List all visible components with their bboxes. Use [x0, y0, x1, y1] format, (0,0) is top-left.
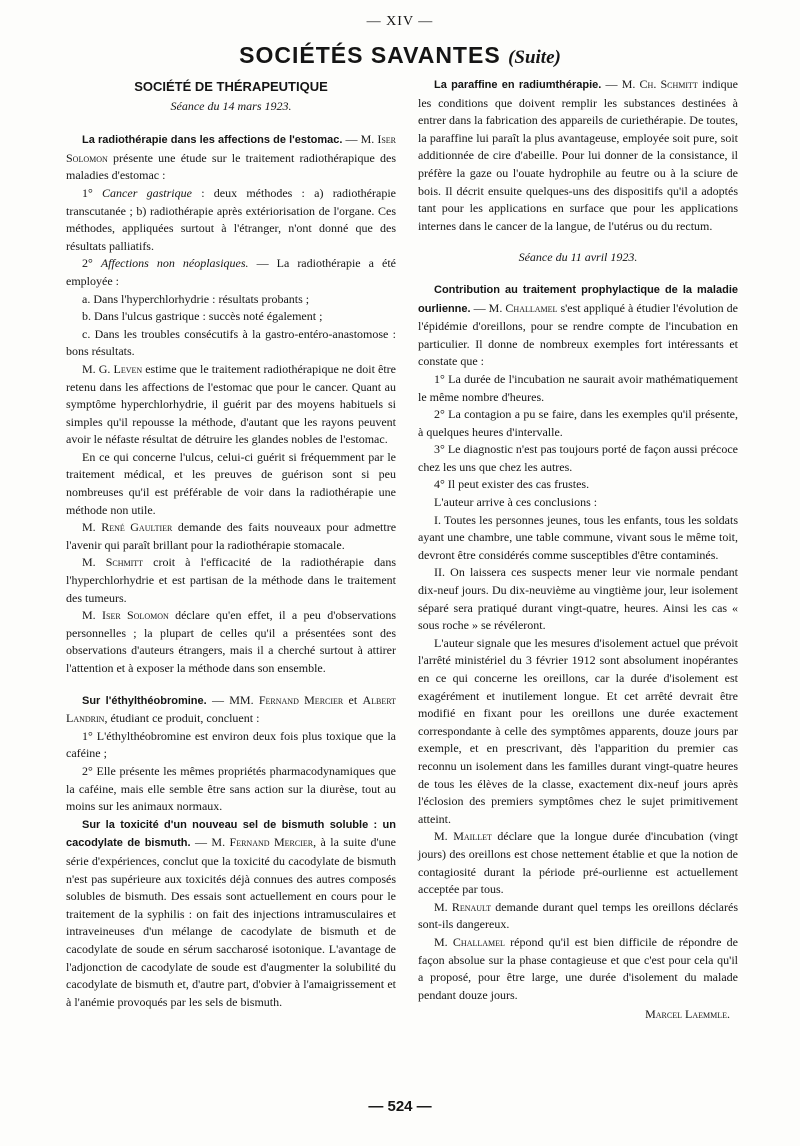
- paragraph: M. Iser Solomon déclare qu'en effet, il a peu d'observations personnelles ; la plupart de celles qu'il a présentées sont des observations d'auteurs étrangers, mais il a cherché surtout à attirer l'attention et à exposer la méthode dans son ensemble.: [66, 608, 397, 675]
- paragraph: 1° Cancer gastrique : deux méthodes : a) radiothérapie transcutanée ; b) radiothérapie après extériorisation de l'organe. Ces méthodes, appliquées surtout à l'étranger, n'ont donné que des résultats palliatifs.: [66, 185, 396, 253]
- author-name: Ch. Schmitt: [639, 77, 698, 91]
- paragraph: M. Challamel répond qu'il est bien difficile de répondre de façon absolue sur la phase contagieuse et que c'est pour cela qu'il a proposé, pour être large, une durée d'isolement du malade pendant douze jours.: [418, 934, 738, 1002]
- author-name: Maillet: [453, 829, 492, 844]
- author-name: Renault: [451, 899, 492, 914]
- author-name: Challamel: [505, 300, 558, 315]
- author-name: Iser Solomon: [102, 608, 169, 623]
- author-name: Fernand Mercier: [229, 835, 314, 850]
- paragraph: II. On laissera ces suspects mener leur vie normale pendant dix-neuf jours. Du dix-neuvième au vingtième jour, leur isolement séparé sera pratiqué durant vingt-quatre, heures. Ainsi les cas « sous roche » se révéleront.: [418, 565, 738, 633]
- right-column: [418, 76, 738, 1024]
- author-name: Iser Solomon: [66, 132, 397, 165]
- page-title: [0, 42, 800, 69]
- paragraph: I. Toutes les personnes jeunes, tous les enfants, tous les soldats ayant une chambre, une table commune, vivant sous le même toit, devront être considérés comme susceptibles d'être contaminés.: [418, 512, 738, 562]
- title-suffix: (Suite): [508, 47, 561, 68]
- article-heading: Sur la toxicité d'un nouveau sel de bismuth soluble : un cacodylate de bismuth.: [66, 818, 396, 850]
- page-number: — 524 —: [368, 1098, 432, 1115]
- paragraph: 1° L'éthylthéobromine est environ deux fois plus toxique que la caféine ;: [66, 728, 396, 761]
- paragraph: L'auteur signale que les mesures d'isolement actuel que prévoit l'arrêté ministériel du 3 février 1912 sont absolument inopérantes en ce qui concerne les oreillons, car la durée d'isolement est exagérément et inutilement longue. Et cet arrêté devrait être modifié en fixant pour les oreillons une durée exactement correspondante à celle des symptômes apparents, douze jours par exemple, et en prescrivant, dès l'apparition du premier cas reconnu un isolement dans les familles durant vingt-quatre heures de tous les élèves de la classe, exactement dix-neuf jours après l'éclosion des premiers symptômes chez le sujet primitivement atteint.: [418, 635, 738, 826]
- paragraph: Sur l'éthylthéobromine. — MM. Fernand Mercier et Albert Landrin, étudiant ce produit, concluent :: [66, 692, 397, 726]
- author-name: Challamel: [452, 934, 505, 949]
- author-name: Fernand Mercier: [258, 692, 344, 707]
- article-heading: La radiothérapie dans les affections de l'estomac.: [82, 134, 343, 147]
- paragraph: M. Renault demande durant quel temps les oreillons déclarés sont-ils dangereux.: [418, 899, 738, 932]
- seance-date: Séance du 14 mars 1923.: [170, 98, 292, 113]
- paragraph: Sur la toxicité d'un nouveau sel de bismuth soluble : un cacodylate de bismuth. — M. Fernand Mercier, à la suite d'une série d'expériences, conclut que la toxicité du cacodylate de bismuth n'est pas supérieure aux toxicités déjà connues des autres composés solubles de bismuth. Des essais sont actuellement en cours pour le traitement de la syphilis : on fait des injections intramusculaires et intraveineuses d'un mélange de cacodylate de bismuth et de cacodylate de soude en sérum saccharosé isotonique. L'avantage de l'adjonction de cacodylate de soude est d'augmenter la solubilité du cacodylate de bismuth et, d'autre part, d'obvier à l'amaigrissement et à l'anémie provoqués par les sels de bismuth.: [66, 818, 396, 1009]
- paragraph: Contribution au traitement prophylactique de la maladie ourlienne. — M. Challamel s'est appliqué à étudier l'évolution de l'épidémie d'oreillons, pour se rendre compte de l'incubation en particulier. Il donne de nombreux exemples fort intéressants et constate que :: [418, 283, 739, 369]
- paragraph: M. Maillet déclare que la longue durée d'incubation (vingt jours) des oreillons est chose nettement établie et que la notion de contagiosité durant la période pré-ourlienne est actuellement acceptée par tous.: [418, 829, 738, 897]
- paragraph: L'auteur arrive à ces conclusions :: [434, 495, 598, 510]
- title-text: SOCIÉTÉS SAVANTES: [239, 42, 501, 68]
- page-number-roman: — XIV —: [366, 14, 434, 29]
- paragraph: La radiothérapie dans les affections de l'estomac. — M. Iser Solomon présente une étude sur le traitement radiothérapique des maladies d'estomac :: [66, 132, 397, 183]
- society-heading: SOCIÉTÉ DE THÉRAPEUTIQUE: [134, 79, 328, 94]
- seance-date: Séance du 11 avril 1923.: [518, 250, 638, 265]
- paragraph: c. Dans les troubles consécutifs à la gastro-entéro-anastomose : bons résultats.: [66, 326, 396, 359]
- author-name: G. Leven: [98, 361, 143, 376]
- paragraph: 2° Elle présente les mêmes propriétés pharmacodynamiques que la caféine, mais elle semble être sans action sur la diurèse, tout au moins sur les animaux normaux.: [66, 763, 396, 814]
- author-name: René Gaultier: [101, 520, 173, 535]
- paragraph: M. G. Leven estime que le traitement radiothérapique ne doit être retenu dans les affections de l'estomac que pour le cancer. Quant au symptôme hyperchlorhydrie, il guérit par des moyens habituels si simples qu'il repousse la méthode, d'autant que les rayons peuvent avoir le néfaste résultat de détruire les glandes nobles de l'estomac.: [66, 361, 396, 447]
- paragraph: La paraffine en radiumthérapie. — M. Ch. Schmitt indique les conditions que doivent remplir les substances destinées à entrer dans la fabrication des appareils de curiethérapie. De toutes, la paraffine lui paraît la plus avantageuse, employée soit pure, soit additionnée de cire d'abeille. Pour lui donner de la consistance, il préfère la gaze ou l'ouate hydrophile au feutre ou à la sciure de bois. Il décrit ensuite quelques-uns des dispositifs qu'il a adoptés tant pour les applications en surface que pour les applications internes dans le cancer de la langue, de l'utérus ou du rectum.: [418, 77, 738, 233]
- article-heading: La paraffine en radiumthérapie.: [434, 79, 602, 91]
- signature: Marcel Laemmle.: [645, 1007, 730, 1022]
- paragraph: 2° La contagion a pu se faire, dans les exemples qu'il présente, à quelques heures d'intervalle.: [418, 407, 738, 439]
- paragraph: a. Dans l'hyperchlorhydrie : résultats probants ;: [82, 291, 310, 306]
- paragraph: 3° Le diagnostic n'est pas toujours porté de façon aussi précoce chez les uns que chez les autres.: [418, 442, 738, 474]
- paragraph: 4° Il peut exister des cas frustes.: [434, 477, 590, 492]
- author-name: Schmitt: [105, 555, 144, 570]
- article-heading: Sur l'éthylthéobromine.: [82, 694, 207, 707]
- author-name: Albert Landrin: [66, 692, 397, 726]
- paragraph: 2° Affections non néoplasiques. — La radiothérapie a été employée :: [66, 256, 396, 288]
- paragraph: M. René Gaultier demande des faits nouveaux pour admettre l'avenir qui paraît brillant pour la radiothérapie stomacale.: [66, 520, 397, 552]
- paragraph: M. Schmitt croit à l'efficacité de la radiothérapie dans l'hyperchlorhydrie et est partisan de la méthode dans le traitement des tumeurs.: [66, 555, 396, 605]
- article-heading: Contribution au traitement prophylactique de la maladie ourlienne.: [418, 283, 738, 315]
- paragraph: 1° La durée de l'incubation ne saurait avoir mathématiquement le même nombre d'heures.: [418, 371, 738, 404]
- left-column: [66, 78, 396, 1011]
- paragraph: En ce qui concerne l'ulcus, celui-ci guérit si fréquemment par le traitement médical, et les preuves de guérison sont si peu nombreuses qu'il est préférable de voir dans la radiothérapie une méthode non utile.: [66, 449, 396, 517]
- paragraph: b. Dans l'ulcus gastrique : succès noté également ;: [82, 309, 323, 324]
